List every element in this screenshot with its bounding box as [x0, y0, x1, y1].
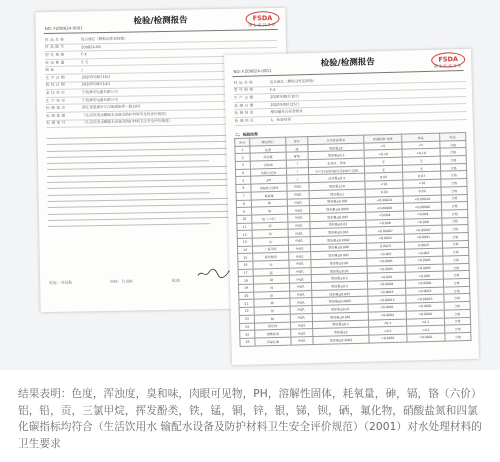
table-cell: <0.2: [369, 326, 407, 335]
table-cell: pH: [251, 176, 287, 185]
table-cell: 13: [237, 238, 252, 246]
table-cell: 度: [286, 144, 308, 152]
table-cell: /: [286, 160, 308, 168]
field-label: 型 号 规 格: [233, 87, 254, 93]
table-cell: <0.00024: [365, 196, 403, 205]
table-cell: 增加量≤0.2: [311, 281, 367, 290]
table-cell: 肉眼可见物: [250, 168, 286, 177]
table-cell: <0.0001: [404, 233, 442, 242]
table-cell: 合格: [441, 186, 467, 194]
table-cell: 合格: [443, 255, 469, 263]
table-cell: 硝酸盐氮: [255, 329, 291, 338]
table-cell: <0.10: [402, 149, 440, 158]
field-label: 样 品 数 量: [45, 60, 65, 65]
table-cell: mg/L: [289, 260, 311, 268]
field-value: /: [81, 68, 83, 73]
field-label: 样 品 名 称: [44, 37, 65, 42]
table-cell: mg/L: [289, 275, 311, 283]
approver-signature: 批准：: [172, 277, 184, 283]
table-cell: <0.0004: [368, 311, 406, 320]
table-cell: mg/L: [290, 321, 312, 329]
field-label: 生 产 单 位: [45, 98, 66, 103]
table-cell: 8.07: [403, 172, 441, 181]
table-cell: <0.00007: [366, 226, 404, 235]
table-cell: <5: [364, 142, 402, 151]
table-cell: <5: [402, 141, 440, 150]
table-cell: 合格: [441, 171, 467, 179]
table-cell: <0.0001: [368, 303, 406, 312]
table-cell: 增加量≤0.001: [309, 197, 365, 206]
table-cell: 耗氧量: [251, 191, 287, 200]
table-cell: <0.1: [368, 319, 406, 328]
table-cell: 3: [235, 161, 250, 169]
table-cell: 合格: [443, 271, 469, 279]
table-cell: <0.0001: [366, 234, 404, 243]
table-header-cell: 卫生标准要求: [308, 135, 364, 144]
table-cell: mg/L: [290, 313, 312, 321]
table-cell: 无: [364, 165, 402, 174]
result-caption: 结果表明：色度，浑浊度，臭和味，肉眼可见物，PH，溶解性固体，耗氧量，砷，镉，铬（六价）铝，铅，贡，三氯甲烷，挥发酚类，铁，锰，铜，锌，银，锑，钡，硒，氟化物，硝酸盐氮和四氯化碳指标均符合（生活饮用水 输配水设备及防护材料卫生安全评价规范）（2001）对水处理材料的卫生要求: [18, 388, 482, 450]
table-cell: <0.008: [366, 219, 404, 228]
table-cell: <0.0008: [367, 280, 405, 289]
table-cell: <0.00015: [368, 296, 406, 305]
table-cell: 0.20: [365, 188, 403, 197]
table-cell: 合格: [440, 156, 466, 164]
table-cell: 溶解性总固体: [251, 183, 287, 192]
field-label: 检 测 结 论: [234, 110, 254, 116]
table-cell: <0.002: [367, 249, 405, 258]
table-cell: 合格: [444, 286, 470, 294]
table-cell: 无: [364, 157, 402, 166]
table-cell: <0.0001: [406, 302, 444, 311]
table-cell: 增加量≤0.0005: [309, 204, 365, 213]
table-cell: 合格: [444, 302, 470, 310]
table-cell: 改变量≤0.5: [309, 174, 365, 183]
table-cell: 增加量≤1: [309, 189, 365, 198]
table-cell: 锌: [253, 283, 289, 292]
field-value: 5 支: [81, 59, 89, 64]
table-cell: 无: [402, 164, 440, 173]
table-cell: 增加量≤10: [309, 181, 365, 190]
table-cell: 增加量≤0.06: [311, 258, 367, 267]
field-value: 浙江省慈溪市宗汉街道新界一路19号: [82, 104, 141, 110]
table-cell: 增加量≤0.001: [312, 312, 368, 321]
table-cell: 钡: [254, 306, 290, 315]
table-cell: mg/L: [288, 229, 310, 237]
table-cell: <0.0001: [407, 333, 445, 342]
field-label: 检 测 项 目: [234, 118, 254, 123]
field-value: 200824-08: [80, 44, 101, 50]
table-cell: 合格: [441, 194, 467, 202]
table-cell: 合格: [441, 179, 467, 187]
table-cell: <0.10: [364, 150, 402, 159]
table-cell: 26: [240, 338, 255, 346]
table-cell: 增加量≤0.001: [310, 227, 366, 236]
table-cell: 合格: [443, 248, 469, 256]
field-label: 型 号 规 格: [45, 52, 65, 58]
field-value: 宁波澳安电器有限公司: [81, 97, 118, 102]
table-cell: <0.00007: [404, 225, 442, 234]
table-cell: 22: [239, 307, 254, 315]
table-cell: 合格: [442, 209, 468, 217]
table-cell: <0.0005: [367, 265, 405, 274]
report-title: 检验/检测报告: [133, 15, 188, 27]
table-cell: 8.05: [365, 173, 403, 182]
table-cell: 23: [239, 315, 254, 323]
field-value: 《生活饮用水输配水设备及防护材料安全性评价规范》: [82, 111, 169, 118]
field-label: 收 样 日 期: [45, 83, 65, 88]
table-cell: 1: [235, 146, 250, 154]
table-cell: 增加量≤0.02: [310, 220, 366, 229]
table-cell: 7: [236, 192, 251, 200]
table-cell: 合格: [442, 217, 468, 225]
table-cell: 11: [237, 223, 252, 231]
inspector-signature: 检验：冯冠晶: [49, 279, 72, 286]
table-cell: 色度: [250, 145, 286, 154]
table-cell: 9: [236, 207, 251, 215]
table-cell: 合格: [444, 294, 470, 302]
table-cell: 15: [238, 253, 253, 261]
table-cell: 铜: [253, 276, 289, 285]
table-cell: <0.0001: [369, 334, 407, 343]
table-cell: 增加量≤5: [308, 143, 364, 152]
table-cell: 合格: [445, 332, 471, 340]
table-cell: <0.1: [406, 318, 444, 327]
table-cell: 银: [254, 291, 290, 300]
field-value: F-X: [269, 87, 276, 92]
table-cell: 14: [237, 246, 252, 254]
table-cell: 增加量≤0.1: [312, 320, 368, 329]
table-cell: 增加量≤0.005: [312, 289, 368, 298]
field-value: 复合滤芯（颗粒活性炭树脂）: [80, 36, 128, 42]
report-title: 检验/检测报告: [320, 57, 375, 69]
table-cell: mg/L: [290, 306, 312, 314]
report-page-2: [224, 49, 479, 365]
table-cell: <0.00024: [403, 195, 441, 204]
table-cell: 锑: [254, 299, 290, 308]
table-cell: mg/L: [288, 244, 310, 252]
table-cell: 无异臭、异味: [308, 158, 364, 167]
table-cell: mg/L: [290, 290, 312, 298]
field-value: 《生活饮用水输配水设备及防护材料卫生安全评价规范》: [82, 119, 173, 125]
report-number: NO: FZ00824-0001: [44, 25, 83, 32]
table-cell: <10: [365, 180, 403, 189]
table-cell: 汞: [252, 237, 288, 246]
table-cell: 18: [238, 276, 253, 284]
field-value: 增加量符合标准要求: [270, 109, 303, 115]
table-cell: <0.00006: [365, 203, 403, 212]
field-label: 样 品 名 称: [233, 80, 253, 85]
table-cell: 增加量≤0.2: [311, 273, 367, 282]
fsda-logo: FSDA: [431, 52, 465, 68]
table-cell: 2: [235, 154, 250, 162]
table-cell: 合格: [443, 279, 469, 287]
field-value: 2020年08月10日: [270, 94, 300, 100]
table-cell: 三氯甲烷: [252, 245, 288, 254]
table-cell: 20: [239, 292, 254, 300]
fsda-logo: FSDA: [245, 11, 279, 27]
field-value: F-X: [81, 52, 87, 57]
field-label: 商 标: [45, 68, 55, 73]
table-header-cell: 单位: [286, 137, 308, 145]
table-cell: 增加量≤0.006: [310, 243, 366, 252]
table-cell: 增加量≤0.02: [311, 266, 367, 275]
table-cell: 砷: [251, 199, 287, 208]
test-results-table: [234, 132, 471, 347]
table-cell: 合格: [444, 309, 470, 317]
table-cell: 19: [238, 284, 253, 292]
table-cell: mg/L: [288, 237, 310, 245]
table-cell: 浑浊度: [250, 153, 286, 162]
field-value: 宁波澳安电器有限公司: [81, 89, 118, 95]
table-cell: 16: [238, 261, 253, 269]
table-cell: 21: [239, 300, 254, 308]
table-cell: 25: [240, 330, 255, 338]
table-cell: <0.002: [405, 248, 443, 257]
table-cell: mg/L: [288, 213, 310, 221]
field-label: 生 产 日 期: [234, 95, 254, 101]
table-cell: 12: [237, 230, 252, 238]
table-cell: 增加量≤0.2: [308, 151, 364, 160]
table-cell: 合格: [444, 317, 470, 325]
table-cell: <0.2: [407, 325, 445, 334]
table-cell: 17: [238, 269, 253, 277]
table-cell: <0.0045: [367, 257, 405, 266]
table-cell: 0.20: [403, 187, 441, 196]
table-cell: 增加量≤0.0005: [312, 297, 368, 306]
table-cell: 四氯化碳: [255, 337, 291, 346]
field-label: 生 产 日 期: [45, 75, 65, 80]
table-cell: 挥发酚类: [253, 252, 289, 261]
table-cell: mg/L: [287, 206, 309, 214]
field-label: 检 测 日 期: [234, 103, 254, 108]
table-cell: 合格: [442, 225, 468, 233]
table-cell: 增加量≤0.005: [310, 212, 366, 221]
table-cell: 硒: [254, 314, 290, 323]
table-cell: 增加量≤0.0002: [310, 235, 366, 244]
table-cell: 氟化物: [254, 322, 290, 331]
table-cell: <0.004: [366, 211, 404, 220]
table-cell: 5: [236, 177, 251, 185]
table-cell: mg/L: [287, 190, 309, 198]
page-number: 第 1 页 共 3 页: [248, 22, 276, 28]
report-number: NO: FZ00824-0001: [233, 68, 272, 75]
table-cell: NTU: [286, 152, 308, 160]
field-value: 2020年08月10日: [81, 74, 111, 80]
table-header-cell: 检测结果 对照: [364, 134, 402, 143]
table-cell: <0.009: [367, 272, 405, 281]
table-cell: mg/L: [287, 183, 309, 191]
table-cell: 6: [236, 184, 251, 192]
table-cell: <0.004: [404, 210, 442, 219]
table-cell: 合格: [440, 148, 466, 156]
field-label: 检 测 依 据: [46, 113, 66, 118]
table-header-cell: 序号: [235, 138, 250, 146]
table-cell: mg/L: [289, 267, 311, 275]
field-label: 样 品 编 号: [44, 45, 65, 50]
field-label: 检 测 地 点: [46, 105, 66, 111]
table-header-cell: 结论: [440, 132, 466, 140]
reviewer-signature: 审核：吕志彬: [110, 278, 133, 284]
table-cell: 0.0023: [404, 241, 442, 250]
table-cell: 不产生任何肉眼可见的碎片杂物: [308, 166, 364, 175]
table-cell: 铅: [252, 229, 288, 238]
table-cell: 合格: [445, 325, 471, 333]
table-cell: <0.00015: [406, 295, 444, 304]
table-cell: mg/L: [288, 221, 310, 229]
table-cell: <0.009: [405, 271, 443, 280]
table-cell: 增加量≤0.0002: [313, 335, 369, 344]
table-cell: 镉: [251, 206, 287, 215]
table-cell: mg/L: [291, 329, 313, 337]
table-cell: <0.0004: [406, 310, 444, 319]
table-cell: mg/L: [291, 336, 313, 344]
table-header-cell: 测定项目: [250, 137, 286, 146]
field-value: 2020年08月25日: [270, 101, 300, 107]
table-cell: 24: [239, 323, 254, 331]
table-cell: <0.00006: [403, 202, 441, 211]
table-cell: 铬（六价）: [252, 214, 288, 223]
table-cell: <0.008: [404, 218, 442, 227]
table-cell: 合格: [440, 140, 466, 148]
table-cell: <0.0005: [405, 264, 443, 273]
table-cell: /: [287, 175, 309, 183]
table-cell: 臭和味: [250, 160, 286, 169]
table-cell: 铁: [253, 260, 289, 269]
table-cell: mg/L: [289, 252, 311, 260]
table-cell: 增加量≤2: [313, 327, 369, 336]
table-cell: <0.0003: [406, 287, 444, 296]
table-header-cell: 样品: [402, 133, 440, 142]
table-cell: 10: [237, 215, 252, 223]
table-cell: <0.0003: [368, 288, 406, 297]
table-cell: mg/L: [290, 298, 312, 306]
table-cell: 合格: [440, 163, 466, 171]
table-cell: 合格: [441, 202, 467, 210]
field-value: 1、检验结果: [270, 117, 292, 122]
table-cell: 合格: [442, 240, 468, 248]
field-value: 复合滤芯（颗粒活性炭树脂）: [269, 78, 317, 84]
table-cell: mg/L: [289, 283, 311, 291]
table-cell: 合格: [442, 232, 468, 240]
field-value: 2020年08月14日: [81, 82, 111, 87]
table-cell: 4: [235, 169, 250, 177]
table-cell: mg/L: [287, 198, 309, 206]
field-label: 检 测 项 目: [46, 121, 66, 126]
field-label: 委 托 单 位: [45, 90, 66, 95]
table-cell: /: [286, 167, 308, 175]
table-cell: 铝: [252, 222, 288, 231]
report-fields: [234, 74, 467, 126]
table-cell: <0.0008: [405, 279, 443, 288]
table-cell: <0.0045: [405, 256, 443, 265]
table-cell: 0.0023: [366, 242, 404, 251]
section-heading: 二、检验结果: [234, 131, 258, 138]
page-number: 第 2 页 共 3 页: [433, 63, 462, 69]
table-cell: 增加量≤0.002: [311, 250, 367, 259]
table-cell: 8: [236, 200, 251, 208]
table-cell: 锰: [253, 268, 289, 277]
table-cell: 增加量≤0.07: [312, 304, 368, 313]
table-cell: 无: [402, 156, 440, 165]
table-cell: <10: [403, 179, 441, 188]
table-cell: 合格: [443, 263, 469, 271]
